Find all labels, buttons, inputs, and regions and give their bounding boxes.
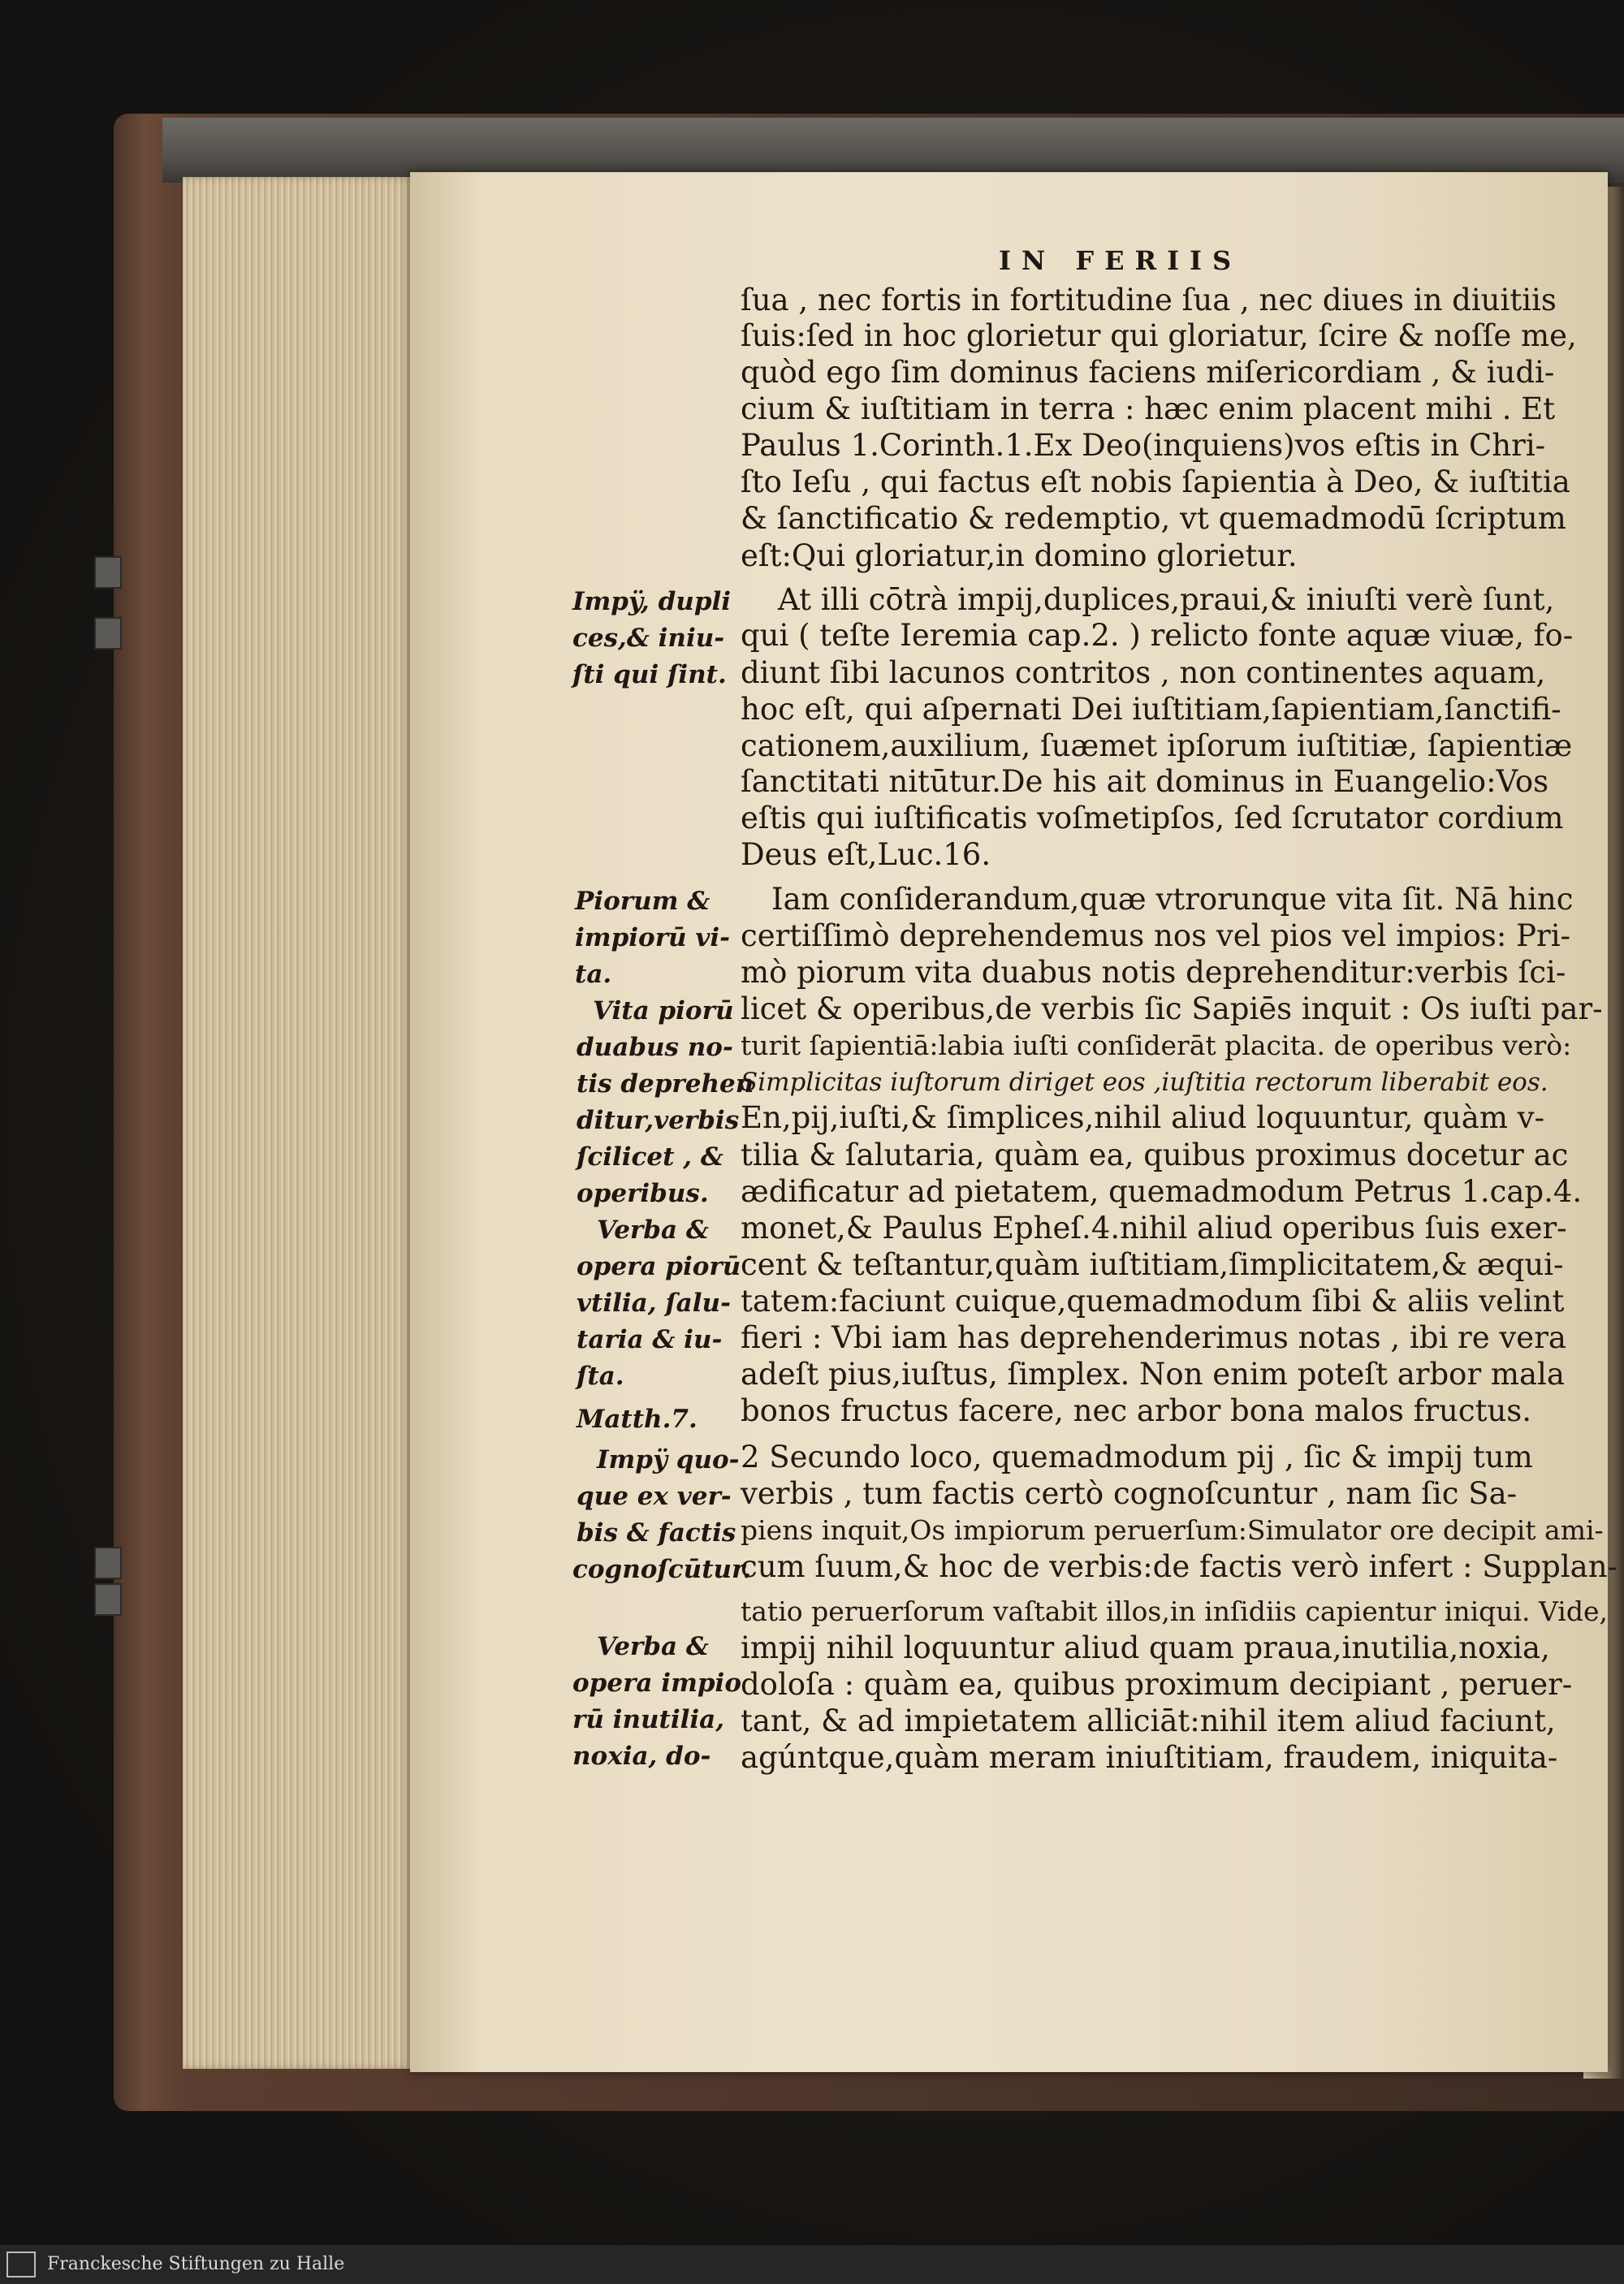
text-line: Paulus 1.Corinth.1.Ex Deo(inquiens)vos eſtis in Chri- (741, 428, 1546, 463)
text-line: ſto Ieſu , qui factus eſt nobis ſapientia à Deo, & iuſtitia (741, 464, 1570, 499)
text-line: tatio peruerſorum vaſtabit illos,in inſidiis capientur iniqui. Vide, (741, 1595, 1608, 1627)
margin-note: operibus. (577, 1179, 709, 1208)
clamp-icon (94, 1547, 122, 1579)
text-line: Iam conſiderandum,quæ vtrorunque vita ſit. Nā hinc (771, 882, 1574, 917)
margin-note: ces,& iniu- (572, 624, 725, 653)
text-line: ſanctitati nitūtur.De his ait dominus in Euangelio:Vos (741, 764, 1549, 799)
text-line: turit ſapientiā:labia iuſti conſiderāt placita. de operibus verò: (741, 1030, 1572, 1061)
margin-note: vtilia, ſalu- (577, 1289, 731, 1318)
text-line: ſua , nec fortis in fortitudine ſua , nec diues in diuitiis (741, 283, 1557, 317)
text-line: & ſanctificatio & redemptio, vt quemadmodū ſcriptum (741, 501, 1566, 536)
margin-note: opera piorū (577, 1252, 741, 1281)
text-line: piens inquit,Os impiorum peruerſum:Simulator ore decipit ami- (741, 1514, 1604, 1546)
text-line: At illi cōtrà impij,duplices,praui,& iniuſti verè ſunt, (778, 582, 1555, 617)
running-head: IN FERIIS (999, 245, 1242, 276)
text-line: cent & teſtantur,quàm iuſtitiam,ſimplicitatem,& æqui- (741, 1247, 1564, 1282)
margin-note: impiorū vi- (575, 923, 731, 952)
text-line: hoc eſt, qui aſpernati Dei iuſtitiam,ſapientiam,ſanctifi- (741, 692, 1561, 727)
text-line: adeſt pius,iuſtus, ſimplex. Non enim poteſt arbor mala (741, 1357, 1565, 1392)
text-line: tilia & ſalutaria, quàm ea, quibus proximus docetur ac (741, 1138, 1569, 1172)
clamp-icon (94, 1583, 122, 1616)
margin-note: tis deprehen (577, 1069, 754, 1099)
margin-note: ſcilicet , & (577, 1142, 723, 1172)
text-line: tant, & ad impietatem alliciāt:nihil item aliud faciunt, (741, 1703, 1556, 1738)
footer-bar (0, 2245, 1624, 2284)
text-line: ædificatur ad pietatem, quemadmodum Petrus 1.cap.4. (741, 1174, 1583, 1209)
margin-note: Vita piorū (593, 996, 734, 1025)
text-line: agúntque,quàm meram iniuſtitiam, fraudem, iniquita- (741, 1740, 1558, 1775)
margin-note: Verba & (597, 1215, 709, 1245)
margin-note: ditur,verbis (577, 1106, 740, 1135)
text-line: Deus eſt,Luc.16. (741, 837, 991, 872)
margin-note: Verba & (597, 1632, 709, 1661)
margin-note: Piorum & (575, 887, 710, 916)
clamp-icon (94, 617, 122, 650)
footer-institution: Franckesche Stiftungen zu Halle (47, 2254, 345, 2274)
text-line: doloſa : quàm ea, quibus proximum decipiant , peruer- (741, 1667, 1573, 1702)
text-line: cationem,auxilium, ſuæmet ipſorum iuſtitiæ, ſapientiæ (741, 728, 1573, 763)
margin-note: ſta. (577, 1362, 624, 1391)
page-edges (183, 177, 418, 2069)
text-line: certiſſimò deprehendemus nos vel pios vel impios: Pri- (741, 918, 1571, 953)
text-line: impij nihil loquuntur aliud quam praua,inutilia,noxia, (741, 1630, 1550, 1665)
margin-note: que ex ver- (577, 1482, 732, 1511)
text-line: qui ( teſte Ieremia cap.2. ) relicto fonte aquæ viuæ, fo- (741, 618, 1574, 653)
margin-note: Matth.7. (577, 1405, 698, 1434)
margin-note: bis & factis (577, 1518, 736, 1548)
margin-note: cognoſcūtur. (572, 1555, 752, 1584)
text-line: monet,& Paulus Epheſ.4.nihil aliud operibus ſuis exer- (741, 1211, 1567, 1246)
margin-note: Impÿ, dupli (572, 587, 732, 616)
margin-note: opera impio (572, 1669, 741, 1698)
margin-note: duabus no- (577, 1033, 733, 1062)
text-line: mò piorum vita duabus notis deprehenditur:verbis ſci- (741, 955, 1566, 990)
margin-note: Impÿ quo- (597, 1445, 740, 1474)
margin-note: ta. (575, 960, 612, 989)
text-line: bonos fructus facere, nec arbor bona malos fructus. (741, 1393, 1532, 1428)
institution-logo-icon (6, 2252, 36, 2278)
text-line: cium & iuſtitiam in terra : hæc enim placent mihi . Et (741, 391, 1556, 426)
clamp-icon (94, 556, 122, 589)
text-line: fieri : Vbi iam has deprehenderimus notas , ibi re vera (741, 1320, 1566, 1355)
text-line: 2 Secundo loco, quemadmodum pij , ſic & impij tum (741, 1440, 1533, 1474)
margin-note: rū inutilia, (572, 1705, 725, 1734)
text-line: eſtis qui iuſtificatis voſmetipſos, ſed ſcrutator cordium (741, 801, 1564, 835)
margin-note: ſti qui ſint. (572, 660, 727, 689)
text-line: ſuis:ſed in hoc glorietur qui gloriatur, ſcire & noſſe me, (741, 318, 1577, 353)
margin-note: noxia, do- (572, 1742, 711, 1771)
text-line: diunt ſibi lacunos contritos , non continentes aquam, (741, 655, 1546, 690)
text-line: En,pij,iuſti,& ſimplices,nihil aliud loquuntur, quàm v- (741, 1100, 1545, 1135)
text-line: cum ſuum,& hoc de verbis:de factis verò infert : Supplan- (741, 1549, 1618, 1584)
text-line: verbis , tum factis certò cognoſcuntur , nam ſic Sa- (741, 1476, 1518, 1511)
text-line: eſt:Qui gloriatur,in domino glorietur. (741, 538, 1298, 573)
text-line: tatem:faciunt cuique,quemadmodum ſibi & aliis velint (741, 1284, 1565, 1319)
text-line: licet & operibus,de verbis ſic Sapiēs inquit : Os iuſti par- (741, 991, 1603, 1026)
text-line: quòd ego ſim dominus faciens miſericordiam , & iudi- (741, 355, 1555, 390)
text-line: Simplicitas iuſtorum diriget eos ,iuſtitia rectorum liberabit eos. (741, 1068, 1548, 1097)
margin-note: taria & iu- (577, 1325, 723, 1354)
